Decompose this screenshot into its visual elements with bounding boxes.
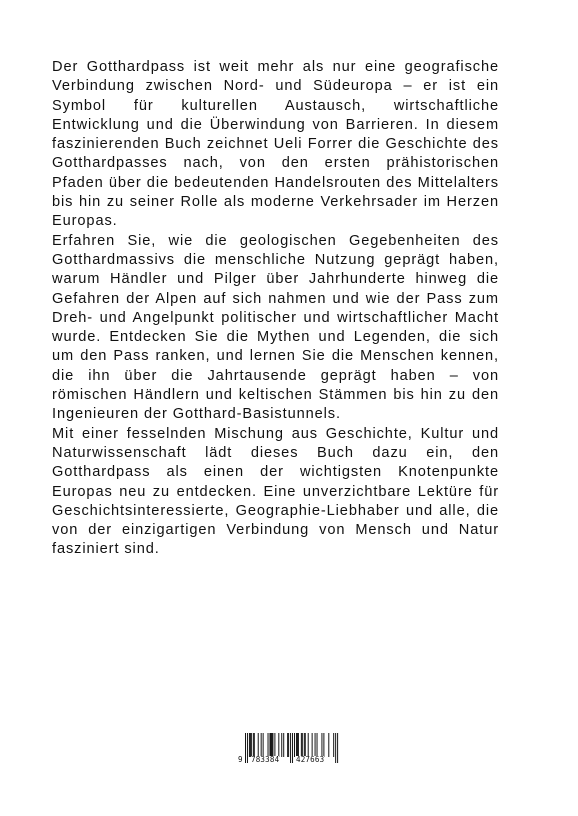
barcode-bar (290, 733, 291, 763)
barcode-bar (333, 733, 334, 757)
barcode-bar (254, 733, 255, 757)
barcode-bar (271, 733, 272, 757)
barcode-bar (278, 733, 279, 757)
blurb-paragraph-1: Der Gotthardpass ist weit mehr als nur eine geografische Verbindung zwischen Nord- und Südeuropa – er ist ein Symbol für kulturellen Austausch, wirtschaftliche Entwicklung und die Überwindung von Barrieren. In diesem faszinierenden Buch zeichnet Ueli Forrer die Geschichte des Gotthardpasses nach, von den ersten prähistorischen Pfaden über die bedeutenden Handelsrouten des Mittelalters bis hin zu seiner Rolle als moderne Verkehrsader im Herzen Europas. (52, 59, 499, 230)
barcode-bar (317, 733, 318, 757)
barcode-bar (301, 733, 302, 757)
barcode-bar (323, 733, 324, 757)
barcode-bar (272, 733, 273, 757)
barcode-right-digits: 427663 (296, 755, 325, 764)
barcode-bar (281, 733, 282, 757)
barcode-bar (270, 733, 271, 757)
barcode-bar (328, 733, 329, 757)
barcode-bar (308, 733, 309, 757)
barcode-bar (274, 733, 275, 757)
barcode-bar (287, 733, 288, 757)
barcode-bar (294, 733, 295, 757)
barcode-bar (249, 733, 250, 757)
barcode-bar (335, 733, 336, 763)
barcode-bar (305, 733, 306, 757)
barcode-bar (283, 733, 284, 757)
barcode-bar (337, 733, 338, 763)
barcode-bar (251, 733, 252, 757)
barcode-bar (250, 733, 251, 757)
barcode-bar (304, 733, 305, 757)
barcode-bar (253, 733, 254, 757)
barcode-bar (298, 733, 299, 757)
barcode-first-digit: 9 (238, 755, 243, 764)
barcode-bar (296, 733, 297, 757)
barcode-bar (315, 733, 316, 757)
back-cover-text (52, 58, 499, 560)
blurb-paragraph-3: Mit einer fesselnden Mischung aus Geschichte, Kultur und Naturwissenschaft lädt dieses Buch dazu ein, den Gotthardpass als einen der wichtigsten Knotenpunkte Europas neu zu entdecken. Eine unverzichtbare Lektüre für Geschichtsinteressierte, Geographie-Liebhaber und alle, die von der einzigartigen Verbindung von Mensch und Natur fasziniert sind. (52, 425, 499, 558)
barcode-bar (268, 733, 269, 757)
barcode-bar (263, 733, 264, 757)
barcode-bar (261, 733, 262, 757)
barcode-bar (292, 733, 293, 763)
barcode-bar (245, 733, 246, 763)
barcode-bar (270, 733, 271, 757)
isbn-barcode (238, 733, 342, 769)
barcode-bar (321, 733, 322, 757)
barcode-bar (288, 733, 289, 757)
barcode-bar (258, 733, 259, 757)
barcode-left-digits: 783384 (251, 755, 280, 764)
barcode-bar (247, 733, 248, 763)
barcode-bar (302, 733, 303, 757)
blurb-paragraph-2: Erfahren Sie, wie die geologischen Gegebenheiten des Gotthardmassivs die menschliche Nutzung geprägt haben, warum Händler und Pilger über Jahrhunderte hinweg die Gefahren der Alpen auf sich nahmen und wie der Pass zum Dreh- und Angelpunkt politischer und wirtschaftlicher Macht wurde. Entdecken Sie die Mythen und Legenden, die sich um den Pass ranken, und lernen Sie die Menschen kennen, die ihn über die Jahrtausende geprägt haben – von römischen Händlern und keltischen Stämmen bis hin zu den Ingenieuren der Gotthard-Basistunnels. (52, 232, 499, 423)
barcode-bar (312, 733, 313, 757)
barcode-bar (297, 733, 298, 757)
